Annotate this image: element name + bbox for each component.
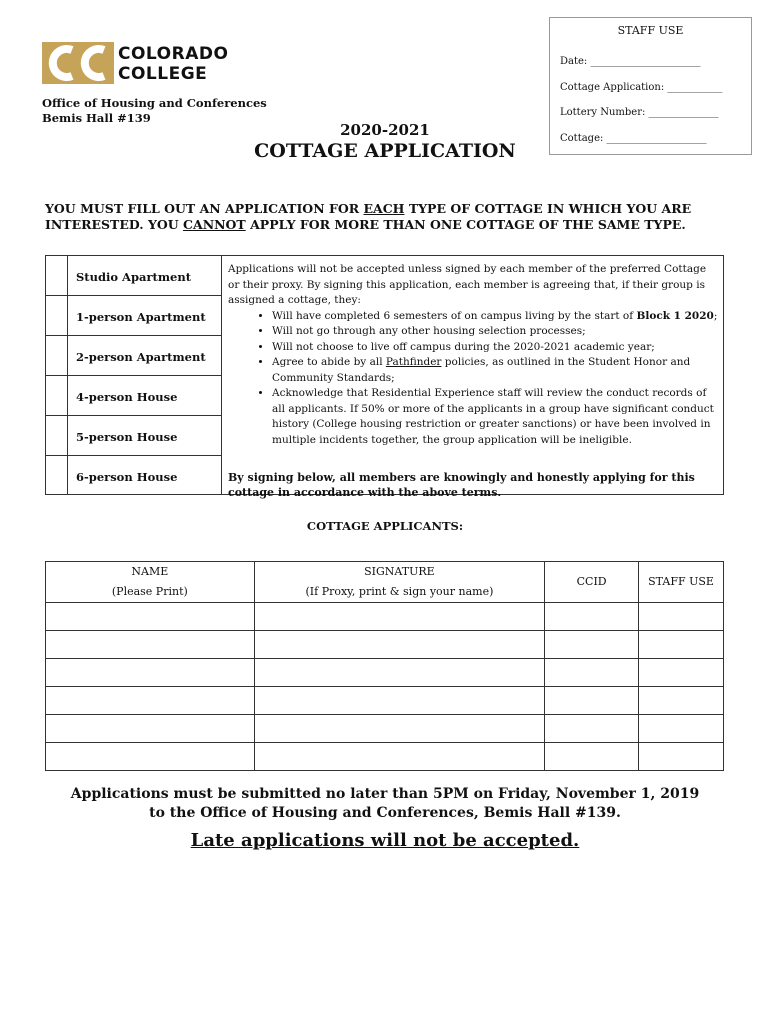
cottage-type-column — [68, 256, 222, 494]
table-row — [46, 687, 724, 715]
cottage-type-row: 6-person House — [76, 470, 178, 484]
checkbox-column — [46, 256, 68, 494]
emphasis-each: EACH — [363, 201, 405, 216]
staff-use-cell — [639, 631, 724, 659]
signature-cell[interactable] — [254, 687, 545, 715]
office-name: Office of Housing and Conferences — [42, 96, 267, 110]
terms-item: • Agree to abide by all Pathfinder policies, as outlined in the Student Honor and Community Standards; — [272, 355, 720, 386]
cottage-type-row: 5-person House — [68, 416, 221, 456]
cottage-type-row: Studio Apartment — [68, 256, 221, 296]
name-cell[interactable] — [46, 659, 255, 687]
table-row — [46, 743, 724, 771]
staff-lottery-number-field: Lottery Number: ______________ — [560, 107, 719, 118]
terms-intro: Applications will not be accepted unless signed by each member of the preferred Cottage or their proxy. By signing this application, each member is agreeing that, if their group is assigned a cottage, they: — [228, 263, 707, 306]
name-cell[interactable] — [46, 743, 255, 771]
cottage-type-row: 1-person Apartment — [68, 296, 221, 336]
ccid-cell[interactable] — [545, 659, 639, 687]
checkbox-4-person-house[interactable] — [46, 376, 67, 416]
ccid-cell[interactable] — [545, 603, 639, 631]
staff-use-title: STAFF USE — [617, 24, 684, 37]
staff-use-cell — [639, 603, 724, 631]
signature-cell[interactable] — [254, 631, 545, 659]
checkbox-6-person-house[interactable] — [46, 456, 67, 496]
application-terms — [228, 262, 720, 499]
office-location: Bemis Hall #139 — [42, 111, 151, 125]
table-row — [46, 715, 724, 743]
table-row — [46, 659, 724, 687]
terms-item: • Will not choose to live off campus during the 2020-2021 academic year; — [272, 340, 720, 356]
ccid-cell[interactable] — [545, 631, 639, 659]
cottage-type-table — [45, 255, 724, 499]
applicants-heading: COTTAGE APPLICANTS: — [306, 519, 464, 533]
terms-item: • Will have completed 6 semesters of on campus living by the start of Block 1 2020; — [272, 309, 720, 325]
page-title: COTTAGE APPLICATION — [254, 140, 516, 162]
signature-column-header: SIGNATURE (If Proxy, print & sign your name) — [254, 562, 545, 603]
ccid-cell[interactable] — [545, 743, 639, 771]
instructions: YOU MUST FILL OUT AN APPLICATION FOR EACH TYPE OF COTTAGE IN WHICH YOU ARE INTERESTED. YOU CANNOT APPLY FOR MORE THAN ONE COTTAGE OF THE SAME TYPE. — [45, 201, 692, 232]
colorado-college-logo — [42, 40, 242, 86]
logo-line-1: COLORADO — [118, 44, 229, 64]
staff-use-column-header: STAFF USE — [639, 562, 724, 603]
emphasis-cannot: CANNOT — [183, 217, 246, 232]
name-column-header: NAME (Please Print) — [46, 562, 255, 603]
staff-use-cell — [639, 743, 724, 771]
checkbox-5-person-house[interactable] — [46, 416, 67, 456]
signature-cell[interactable] — [254, 659, 545, 687]
cc-logo-mark-icon — [42, 40, 114, 86]
signature-cell[interactable] — [254, 603, 545, 631]
logo-line-2: COLLEGE — [118, 64, 208, 84]
table-row — [46, 603, 724, 631]
checkbox-2-person-apartment[interactable] — [46, 336, 67, 376]
staff-use-cell — [639, 687, 724, 715]
table-row — [46, 631, 724, 659]
staff-use-cell — [639, 659, 724, 687]
staff-cottage-field: Cottage: ____________________ — [560, 133, 707, 144]
cottage-type-row: 4-person House — [68, 376, 221, 416]
staff-use-cell — [639, 715, 724, 743]
ccid-cell[interactable] — [545, 687, 639, 715]
signature-cell[interactable] — [254, 743, 545, 771]
applicants-table — [45, 561, 724, 771]
late-notice: Late applications will not be accepted. — [190, 830, 580, 851]
ccid-column-header: CCID — [545, 562, 639, 603]
terms-item: • Acknowledge that Residential Experience staff will review the conduct records of all applicants. If 50% or more of the applicants in a group have significant conduct history (College housing restriction or greater sanctions) or have been involved in multiple incidents together, the group application will be ineligible. — [272, 386, 720, 448]
terms-agreement: By signing below, all members are knowingly and honestly applying for this cottage in accordance with the above terms. — [228, 471, 695, 499]
academic-year: 2020-2021 — [340, 121, 430, 139]
terms-list — [228, 309, 720, 449]
name-cell[interactable] — [46, 715, 255, 743]
name-cell[interactable] — [46, 687, 255, 715]
name-cell[interactable] — [46, 603, 255, 631]
cottage-type-row: 2-person Apartment — [68, 336, 221, 376]
applicants-header-row — [46, 562, 724, 603]
checkbox-studio-apartment[interactable] — [46, 256, 67, 296]
ccid-cell[interactable] — [545, 715, 639, 743]
staff-cottage-application-field: Cottage Application: ___________ — [560, 82, 723, 93]
name-cell[interactable] — [46, 631, 255, 659]
submission-deadline: Applications must be submitted no later than 5PM on Friday, November 1, 2019 to the Office of Housing and Conferences, Bemis Hall #139. — [70, 786, 700, 821]
checkbox-1-person-apartment[interactable] — [46, 296, 67, 336]
signature-cell[interactable] — [254, 715, 545, 743]
terms-item: • Will not go through any other housing selection processes; — [272, 324, 720, 340]
staff-date-field: Date: ______________________ — [560, 56, 701, 67]
logo-wordmark — [118, 44, 228, 84]
